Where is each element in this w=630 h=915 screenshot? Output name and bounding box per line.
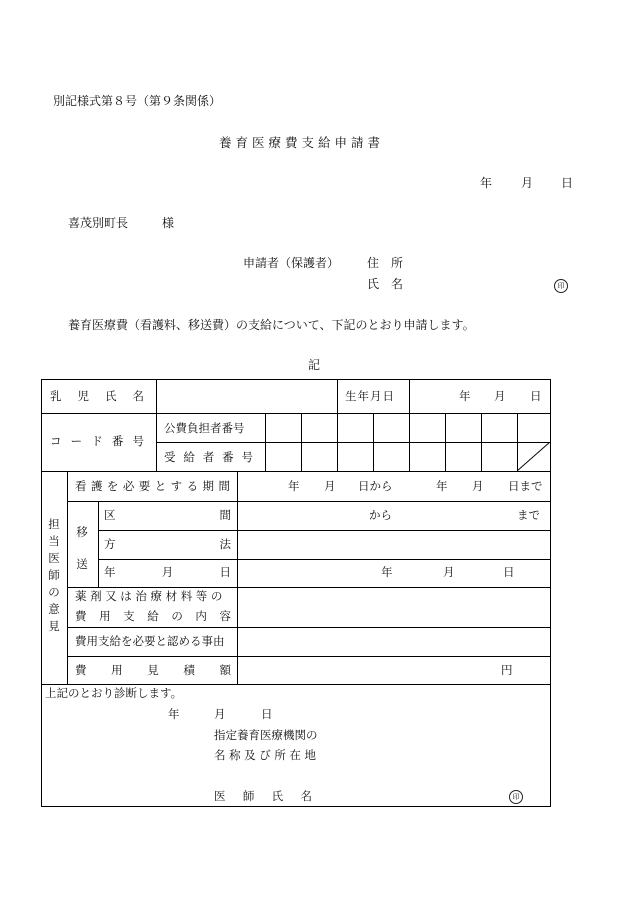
transfer-month: 月	[443, 565, 455, 579]
diagnosis-year: 年	[168, 707, 180, 721]
date-day-label: 日	[561, 176, 574, 190]
yen-label: 円	[501, 663, 513, 677]
doctor-name-label: 医 師 氏 名	[214, 789, 312, 803]
section-from: から	[369, 508, 392, 522]
transfer-label: 移送	[76, 525, 88, 571]
period-from-year: 年	[288, 479, 300, 493]
drugs-label-line2: 費 用 支 給 の 内 容	[75, 609, 231, 623]
reason-label: 費用支給を必要と認める事由	[75, 634, 225, 648]
recipient-number-label: 受 給 者 番 号	[164, 450, 253, 464]
period-to-month: 月	[472, 479, 484, 493]
diagnosis-month: 月	[214, 707, 226, 721]
seal-icon: 印	[554, 279, 568, 293]
diagonal-strike	[517, 442, 550, 471]
date-month-label: 月	[521, 176, 534, 190]
diagnosis-statement: 上記のとおり診断します。	[45, 686, 183, 700]
intro-text: 養育医療費（看護料、移送費）の支給について、下記のとおり申請します。	[68, 318, 475, 332]
estimate-label: 費 用 見 積 額	[75, 663, 231, 677]
addressee: 喜茂別町長	[68, 216, 129, 230]
doctor-opinion-label: 担当医師の意見	[48, 517, 60, 633]
drugs-label-line1: 薬剤又は治療材料等の	[75, 589, 226, 603]
period-to-day: 日まで	[508, 479, 543, 493]
name-label: 氏 名	[367, 277, 404, 291]
birth-day-label: 日	[530, 389, 542, 403]
birth-month-label: 月	[494, 389, 506, 403]
doctor-seal	[509, 789, 523, 804]
institution-label-line1: 指定養育医療機関の	[214, 728, 318, 742]
page-title: 養育医療費支給申請書	[219, 135, 385, 150]
applicant-label: 申請者（保護者）	[243, 256, 340, 270]
address-label: 住 所	[367, 256, 404, 270]
period-from-month: 月	[324, 479, 336, 493]
application-form-table	[41, 379, 551, 807]
birth-year-label: 年	[459, 389, 471, 403]
infant-name-label: 乳 児 氏 名	[50, 389, 144, 403]
ki-label: 記	[308, 358, 321, 372]
code-number-label: コ ー ド 番 号	[50, 434, 144, 448]
institution-label-line2: 名 称 及 び 所 在 地	[214, 748, 316, 762]
transfer-day: 日	[503, 565, 515, 579]
seal-icon: 印	[509, 790, 523, 804]
transfer-year: 年	[381, 565, 393, 579]
birth-date-label: 生年月日	[345, 389, 395, 403]
section-label: 区 間	[104, 508, 231, 522]
form-number: 別記様式第８号（第９条関係）	[53, 94, 222, 108]
payer-number-label: 公費負担者番号	[164, 421, 245, 435]
nursing-period-label: 看 護 を 必 要 と す る 期 間	[75, 479, 230, 493]
period-from-day: 日から	[358, 479, 393, 493]
period-to-year: 年	[436, 479, 448, 493]
transfer-date-label: 年 月 日	[104, 565, 231, 579]
applicant-seal	[554, 277, 568, 293]
date-year-label: 年	[480, 176, 493, 190]
honorific: 様	[162, 216, 175, 230]
method-label: 方 法	[104, 537, 231, 551]
section-to: まで	[517, 508, 540, 522]
diagnosis-day: 日	[261, 707, 273, 721]
